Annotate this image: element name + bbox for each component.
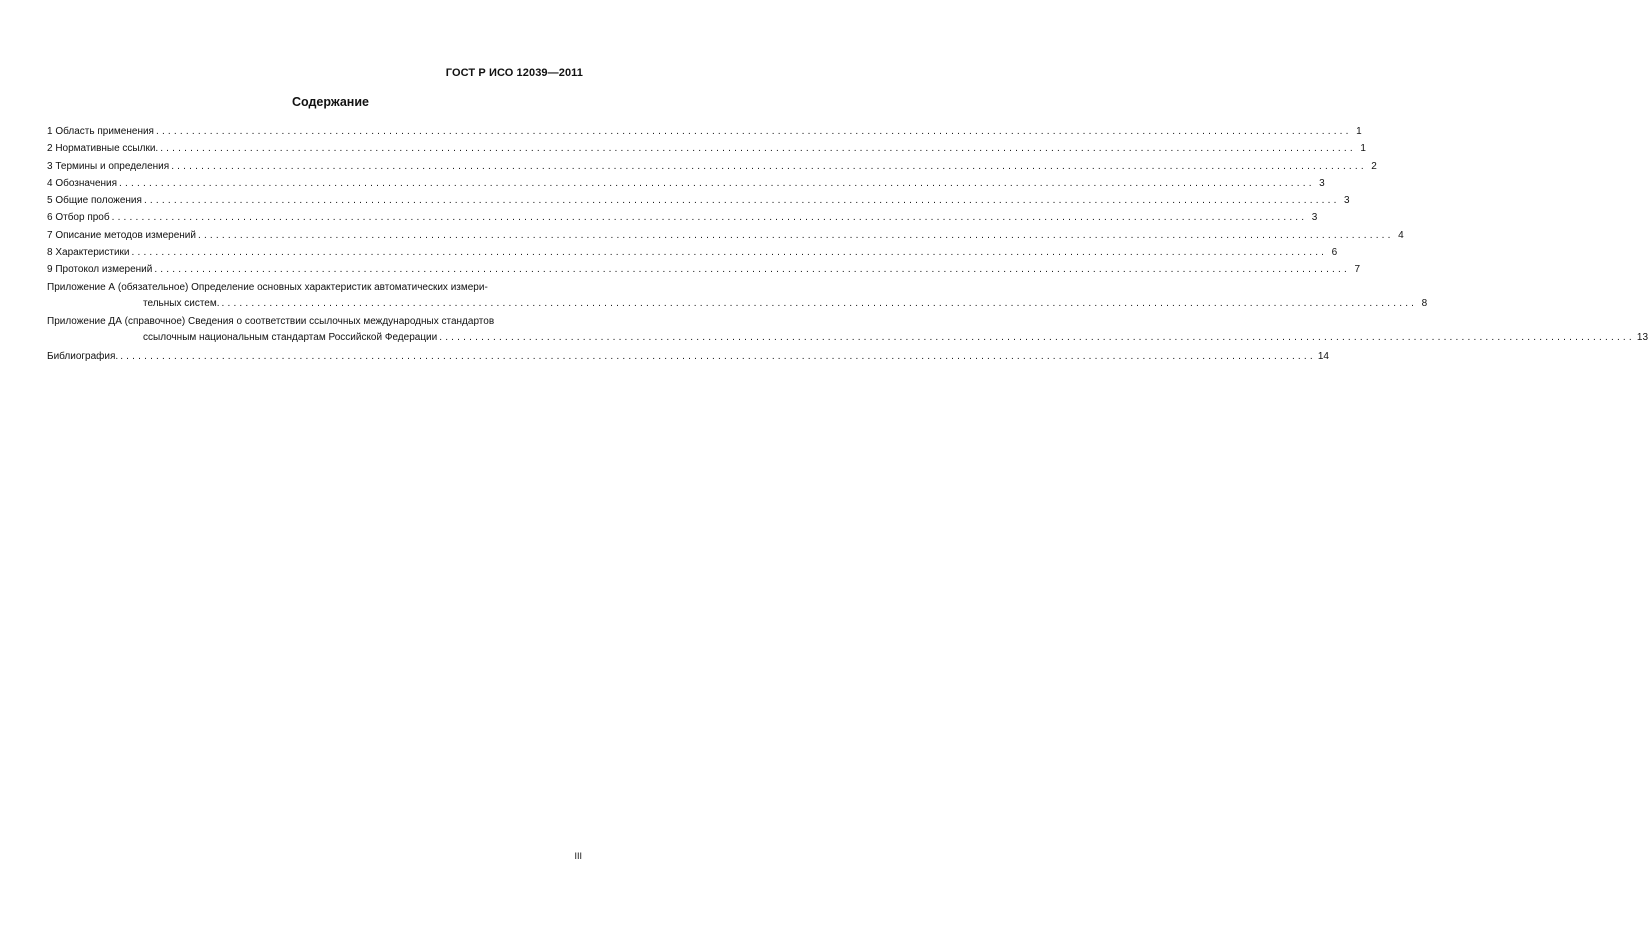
toc-entry-title-continued: тельных систем. (143, 297, 220, 309)
toc-entry[interactable] (47, 212, 1318, 229)
toc-entry-title: Приложение А (обязательное) Определение основных характеристик автоматических измери- (47, 281, 488, 293)
toc-entry[interactable] (47, 126, 1362, 143)
toc-entry-page: 1 (1356, 126, 1362, 137)
toc-entry-title: 5 Общие положения (47, 195, 142, 207)
dot-leader: ........................................................................................................................................................................................................ (155, 126, 1352, 137)
toc-entry-title: 2 Нормативные ссылки. (47, 143, 159, 155)
toc-entry-page: 2 (1371, 160, 1377, 172)
toc-entry-bibliography[interactable] (47, 350, 1329, 368)
dot-leader: ........................................................................................................................................................................................................ (439, 332, 1635, 344)
toc-entry[interactable] (47, 177, 1325, 195)
toc-entry-page: 4 (1398, 229, 1404, 241)
toc-entry[interactable] (47, 247, 1338, 264)
toc-entry-title: Библиография. (47, 350, 119, 362)
toc-entry-title: 1 Область применения (47, 126, 154, 137)
toc-entry-page: 3 (1311, 212, 1318, 224)
toc-entry-title: 9 Протокол измерений (47, 264, 153, 276)
dot-leader: ........................................................................................................................................................................................................ (154, 264, 1350, 276)
toc-entry-title: 7 Описание методов измерений (47, 229, 196, 241)
toc-entry-page: 1 (1360, 143, 1366, 155)
dot-leader: ........................................................................................................................................................................................................ (120, 350, 1316, 362)
dot-leader: ........................................................................................................................................................................................................ (119, 177, 1315, 189)
toc-entry-title: 8 Характеристики (47, 247, 130, 259)
document-code: ГОСТ Р ИСО 12039—2011 (445, 67, 583, 79)
toc-entry-title: 4 Обозначения (47, 177, 118, 189)
dot-leader: ........................................................................................................................................................................................................ (197, 229, 1394, 241)
toc-entry-title: 6 Отбор проб (47, 212, 110, 224)
dot-leader: ........................................................................................................................................................................................................ (131, 247, 1328, 259)
toc-entry-appendix-da[interactable] (47, 316, 1648, 351)
page-number: III (574, 851, 582, 861)
toc-entry-page: 7 (1354, 264, 1360, 276)
dot-leader: ........................................................................................................................................................................................................ (221, 297, 1418, 309)
toc-entry-page: 3 (1344, 195, 1350, 207)
dot-leader: ........................................................................................................................................................................................................ (160, 143, 1356, 155)
toc-entry-page: 3 (1319, 177, 1325, 189)
dot-leader: ........................................................................................................................................................................................................ (111, 212, 1308, 224)
toc-entry[interactable] (47, 229, 1404, 247)
toc-entry-page: 6 (1331, 247, 1338, 259)
toc-entry[interactable] (47, 160, 1377, 178)
toc-entry-title: Приложение ДА (справочное) Сведения о соответствии ссылочных международных стандартов (47, 316, 495, 328)
toc-entry-title-continued: ссылочным национальным стандартам Российской Федерации (143, 332, 438, 344)
toc-entry-page: 14 (1317, 350, 1329, 362)
toc-entry[interactable] (47, 143, 1366, 160)
toc-entry-title: 3 Термины и определения (47, 160, 170, 172)
toc-entry-page: 8 (1421, 297, 1428, 309)
dot-leader: ........................................................................................................................................................................................................ (143, 195, 1340, 207)
toc-title: Содержание (291, 95, 369, 109)
toc-entry-appendix-a[interactable] (47, 281, 1428, 317)
table-of-contents (47, 126, 1648, 368)
toc-entry-page: 13 (1636, 332, 1648, 344)
toc-entry[interactable] (47, 264, 1360, 281)
dot-leader: ........................................................................................................................................................................................................ (171, 160, 1367, 172)
toc-entry[interactable] (47, 195, 1350, 212)
